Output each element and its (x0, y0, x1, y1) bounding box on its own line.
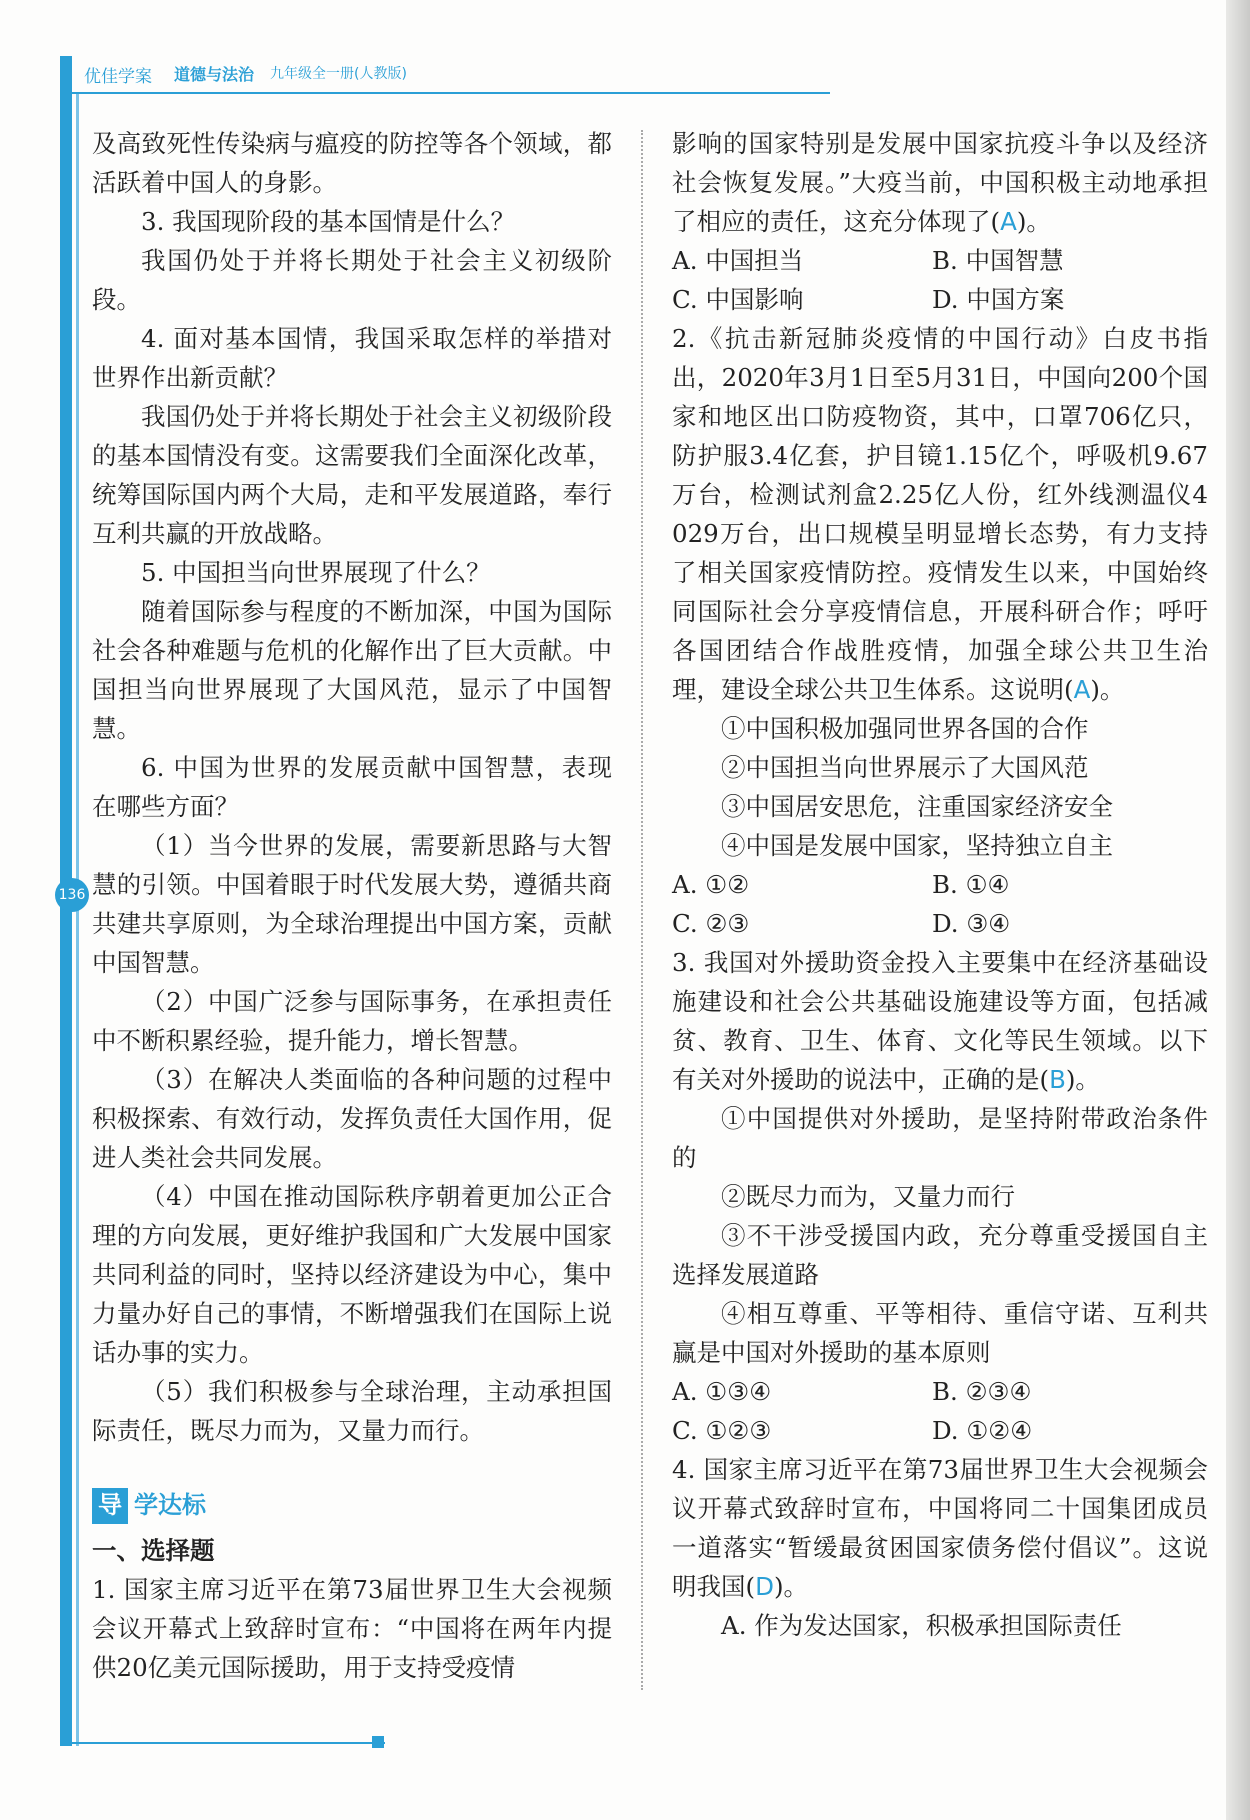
option-row (672, 904, 1208, 943)
question-heading: 4. 面对基本国情，我国采取怎样的举措对世界作出新贡献？ (92, 324, 612, 392)
left-column (92, 124, 612, 1687)
statement-item: ②中国担当向世界展示了大国风范 (721, 753, 1089, 782)
option: A. ①② (672, 870, 750, 899)
option-row (672, 865, 1208, 904)
stem-close: )。 (1016, 207, 1051, 236)
option-row (672, 1411, 1208, 1450)
statement-item: ④中国是发展中国家，坚持独立自主 (721, 831, 1113, 860)
stem-text: 3. 我国对外援助资金投入主要集中在经济基础设施建设和社会公共基础设施建设等方面，包括减贫、教育、卫生、体育、文化等民生领域。以下有关对外援助的说法中，正确的是( (672, 948, 1208, 1094)
left-margin-line (76, 92, 79, 1746)
page-number: 136 (55, 878, 89, 912)
question-stem (672, 319, 1208, 709)
stem-text: 4. 国家主席习近平在第73届世界卫生大会视频会议开幕式致辞时宣布，中国将同二十国集团成员一道落实“暂缓最贫困国家债务偿付倡议”。这说明我国( (672, 1455, 1208, 1601)
answer-text: 我国仍处于并将长期处于社会主义初级阶段的基本国情没有变。这需要我们全面深化改革，统筹国际国内两个大局，走和平发展道路，奉行互利共赢的开放战略。 (92, 402, 612, 548)
stem-text: 影响的国家特别是发展中国家抗疫斗争以及经济社会恢复发展。”大疫当前，中国积极主动地承担了相应的责任，这充分体现了( (672, 129, 1208, 236)
paragraph: 及高致死性传染病与瘟疫的防控等各个领域，都活跃着中国人的身影。 (92, 129, 612, 197)
option: A. ①③④ (672, 1377, 772, 1406)
answer-mark: A (1000, 207, 1017, 236)
question-heading: 3. 我国现阶段的基本国情是什么？ (141, 207, 516, 236)
statement-item: ③中国居安思危，注重国家经济安全 (721, 792, 1113, 821)
stem-close: )。 (1090, 675, 1125, 704)
statement-item: ③不干涉受援国内政，充分尊重受援国自主选择发展道路 (672, 1221, 1208, 1289)
answer-point: （2）中国广泛参与国际事务，在承担责任中不断积累经验，提升能力，增长智慧。 (92, 987, 612, 1055)
section-badge: 导 (92, 1488, 128, 1524)
answer-point: （5）我们积极参与全球治理，主动承担国际责任，既尽力而为，又量力而行。 (92, 1377, 612, 1445)
page-header (60, 56, 830, 92)
option: C. ②③ (672, 909, 750, 938)
option: C. 中国影响 (672, 285, 804, 314)
statement-item: ②既尽力而为，又量力而行 (721, 1182, 1015, 1211)
option-row (672, 241, 1208, 280)
option: B. 中国智慧 (932, 246, 1064, 275)
answer-point: （3）在解决人类面临的各种问题的过程中积极探索、有效行动，发挥负责任大国作用，促进人类社会共同发展。 (92, 1065, 612, 1172)
question-heading: 5. 中国担当向世界展现了什么？ (141, 558, 491, 587)
answer-mark: A (1073, 675, 1091, 704)
stem-text: 2.《抗击新冠肺炎疫情的中国行动》白皮书指出，2020年3月1日至5月31日，中国向200个国家和地区出口防疫物资，其中，口罩706亿只，防护服3.4亿套，护目镜1.15亿个，呼吸机9.67万台，检测试剂盒2.25亿人份，红外线测温仪4 029万台，出口规模呈明显增长态势，有力支持了相关国家疫情防控。疫情发生以来，中国始终同国际社会分享疫情信息，开展科研合作；呼吁各国团结合作战胜疫情，加强全球公共卫生治理，建设全球公共卫生体系。这说明( (672, 324, 1208, 704)
answer-mark: D (755, 1572, 774, 1601)
option: D. 中国方案 (932, 285, 1065, 314)
page-edge-shadow (1226, 0, 1250, 1820)
option: C. ①②③ (672, 1416, 772, 1445)
option: A. 中国担当 (672, 246, 804, 275)
stem-close: )。 (773, 1572, 808, 1601)
statement-item: ①中国积极加强同世界各国的合作 (721, 714, 1089, 743)
section-title: 学达标 (134, 1491, 206, 1519)
header-subject: 道德与法治 (174, 65, 255, 84)
option: B. ①④ (932, 870, 1010, 899)
question-stem: 1. 国家主席习近平在第73届世界卫生大会视频会议开幕式上致辞时宣布：“中国将在两年内提供20亿美元国际援助，用于支持受疫情 (92, 1575, 612, 1682)
question-stem (672, 124, 1208, 241)
right-column (672, 124, 1208, 1645)
statement-item: ①中国提供对外援助，是坚持附带政治条件的 (672, 1104, 1208, 1172)
answer-text: 我国仍处于并将长期处于社会主义初级阶段。 (92, 246, 612, 314)
answer-text: 随着国际参与程度的不断加深，中国为国际社会各种难题与危机的化解作出了巨大贡献。中国担当向世界展现了大国风范，显示了中国智慧。 (92, 597, 612, 743)
stem-close: )。 (1065, 1065, 1100, 1094)
footer-rule (60, 1742, 385, 1744)
header-grade: 九年级全一册(人教版) (270, 66, 407, 82)
question-stem (672, 1450, 1208, 1606)
answer-point: （1）当今世界的发展，需要新思路与大智慧的引领。中国着眼于时代发展大势，遵循共商共建共享原则，为全球治理提出中国方案，贡献中国智慧。 (92, 831, 612, 977)
option: D. ①②④ (932, 1416, 1033, 1445)
question-stem (672, 943, 1208, 1099)
question-heading: 6. 中国为世界的发展贡献中国智慧，表现在哪些方面？ (92, 753, 612, 821)
answer-mark: B (1049, 1065, 1066, 1094)
footer-square (372, 1736, 384, 1748)
option: B. ②③④ (932, 1377, 1032, 1406)
header-rule (60, 92, 830, 94)
column-divider (641, 130, 643, 1690)
option: A. 作为发达国家，积极承担国际责任 (721, 1611, 1122, 1640)
option-row (672, 1372, 1208, 1411)
subsection-title: 一、选择题 (92, 1536, 215, 1565)
option: D. ③④ (932, 909, 1011, 938)
option-row (672, 280, 1208, 319)
answer-point: （4）中国在推动国际秩序朝着更加公正合理的方向发展，更好维护我国和广大发展中国家共同利益的同时，坚持以经济建设为中心，集中力量办好自己的事情，不断增强我们在国际上说话办事的实力。 (92, 1182, 612, 1367)
statement-item: ④相互尊重、平等相待、重信守诺、互利共赢是中国对外援助的基本原则 (672, 1299, 1208, 1367)
section-heading (92, 1486, 612, 1525)
header-series: 优佳学案 (84, 67, 152, 87)
